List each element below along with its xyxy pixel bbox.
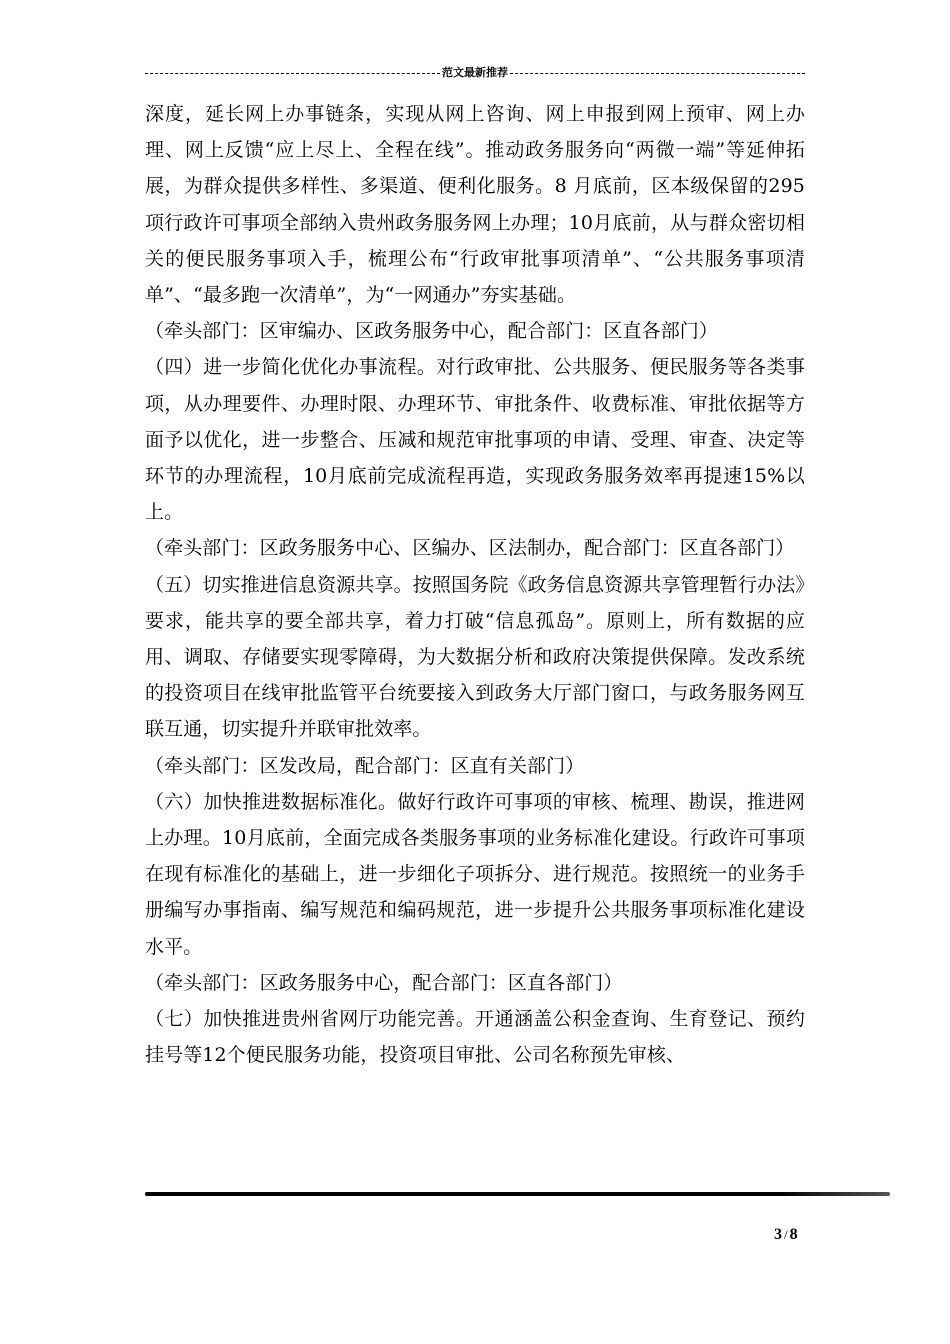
- body-paragraph: （七）加快推进贵州省网厅功能完善。开通涵盖公积金查询、生育登记、预约挂号等12个便民服务功能，投资项目审批、公司名称预先审核、: [145, 1008, 805, 1067]
- page-header: [145, 66, 805, 80]
- header-dashed-line-right: [510, 73, 805, 74]
- page-number-separator: /: [784, 1227, 788, 1242]
- body-paragraph: （四）进一步简化优化办事流程。对行政审批、公共服务、便民服务等各类事项，从办理要件、办理时限、办理环节、审批条件、收费标准、审批依据等方面予以优化，进一步整合、压减和规范审批事项的申请、受理、审查、决定等环节的办理流程，10月底前完成流程再造，实现政务服务效率再提速15%以上。: [145, 356, 805, 524]
- page-number-current: 3: [774, 1226, 782, 1243]
- body-paragraph: （牵头部门：区发改局，配合部门：区直有关部门）: [145, 754, 585, 777]
- page-number-total: 8: [789, 1226, 798, 1243]
- page-number: [774, 1226, 798, 1244]
- body-paragraph: （牵头部门：区政务服务中心、区编办、区法制办，配合部门：区直各部门）: [145, 537, 795, 560]
- body-paragraph: （牵头部门：区审编办、区政务服务中心，配合部门：区直各部门）: [145, 320, 719, 343]
- body-paragraph: （牵头部门：区政务服务中心，配合部门：区直各部门）: [145, 971, 623, 994]
- body-paragraph: （六）加快推进数据标准化。做好行政许可事项的审核、梳理、勘误，推进网上办理。10月底前，全面完成各类服务事项的业务标准化建设。行政许可事项在现有标准化的基础上，进一步细化子项拆分、进行规范。按照统一的业务手册编写办事指南、编写规范和编码规范，进一步提升公共服务事项标准化建设水平。: [145, 790, 805, 958]
- header-title: 范文最新推荐: [442, 66, 508, 79]
- document-body: [145, 96, 805, 1073]
- header-dashed-line-left: [145, 73, 440, 74]
- body-paragraph: （五）切实推进信息资源共享。按照国务院《政务信息资源共享管理暂行办法》要求，能共享的要全部共享，着力打破“信息孤岛”。原则上，所有数据的应用、调取、存储要实现零障碍，为大数据分析和政府决策提供保障。发改系统的投资项目在线审批监管平台统要接入到政务大厅部门窗口，与政务服务网互联互通，切实提升并联审批效率。: [145, 573, 805, 741]
- footer-divider: [145, 1192, 890, 1196]
- body-paragraph: 深度，延长网上办事链条，实现从网上咨询、网上申报到网上预审、网上办理、网上反馈“应上尽上、全程在线”。推动政务服务向“两微一端”等延伸拓展，为群众提供多样性、多渠道、便利化服务。8 月底前，区本级保留的295项行政许可事项全部纳入贵州政务服务网上办理；10月底前，从与群众密切相关的便民服务事项入手，梳理公布“行政审批事项清单”、“公共服务事项清单”、“最多跑一次清单”，为“一网通办”夯实基础。: [145, 103, 805, 307]
